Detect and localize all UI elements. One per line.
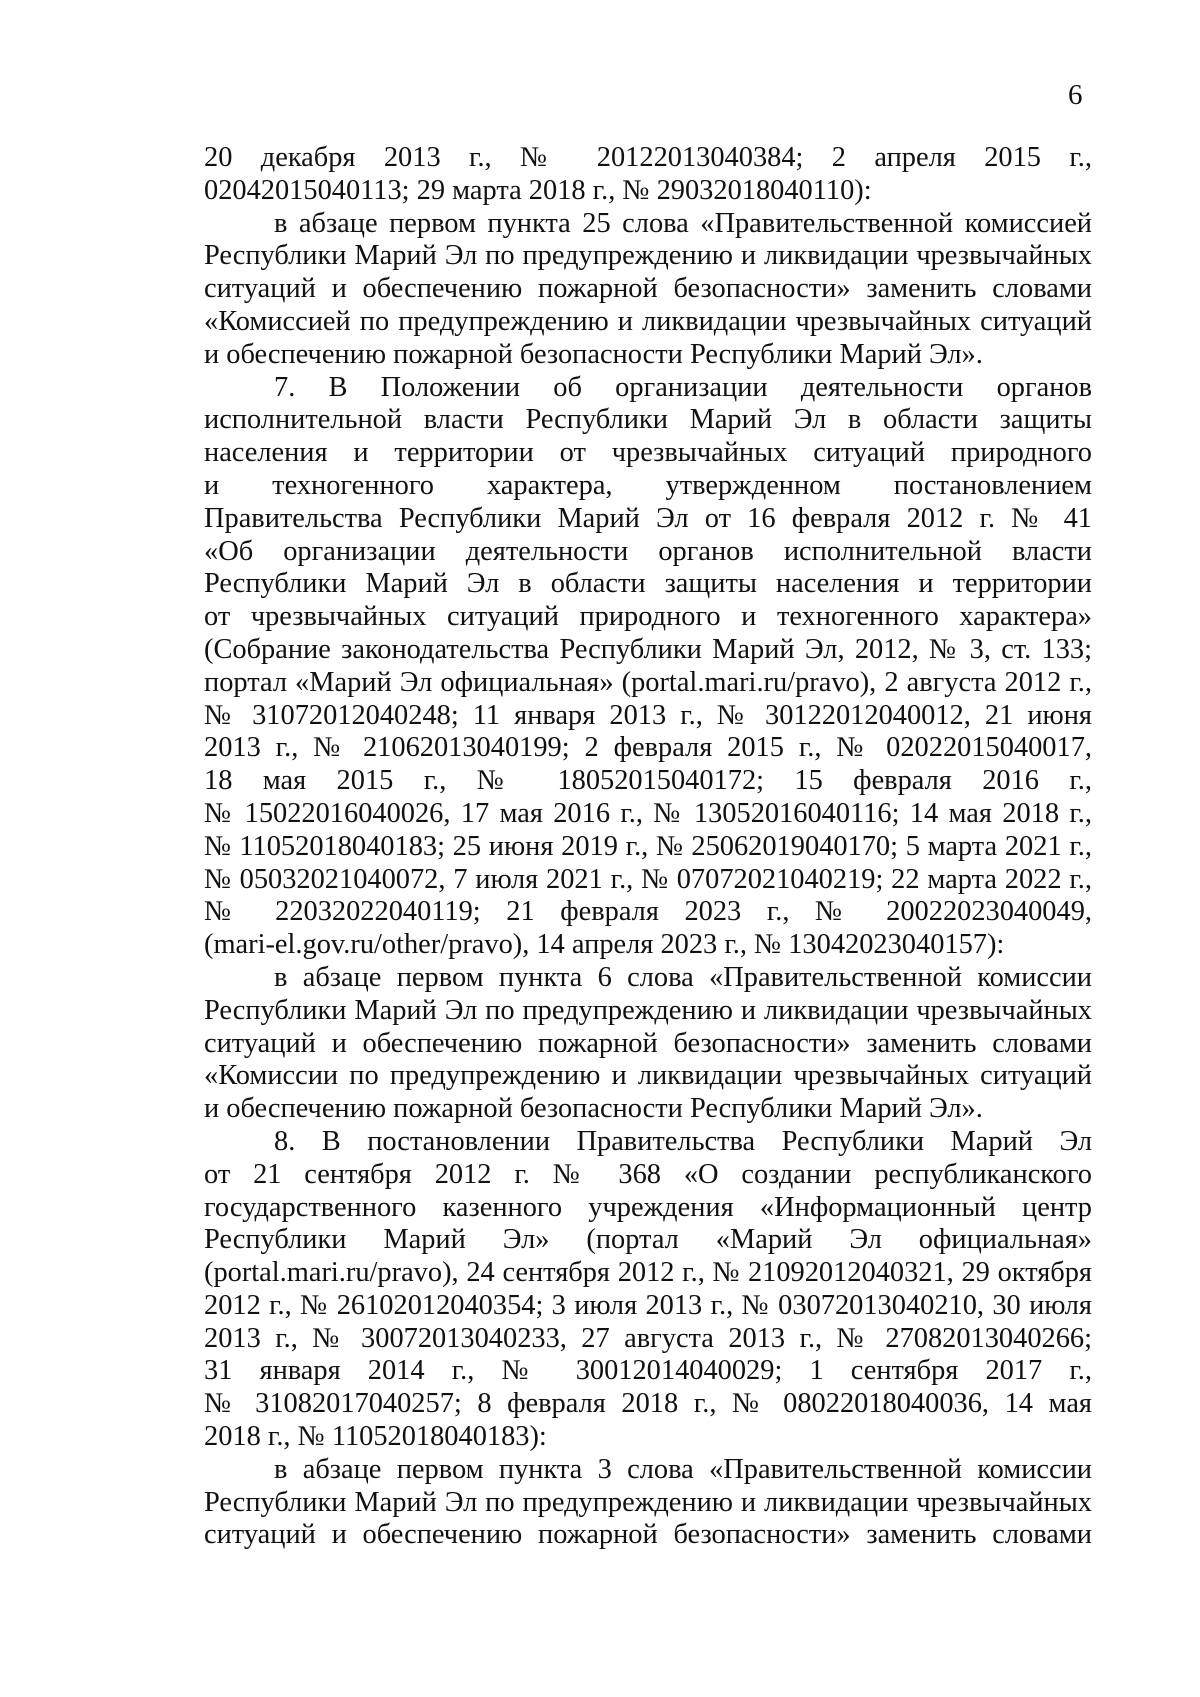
text-line: «Комиссией по предупреждению и ликвидации чрезвычайных ситуаций bbox=[204, 305, 1092, 337]
text-line: 2012 г., № 26102012040354; 3 июля 2013 г., № 03072013040210, 30 июля bbox=[204, 1289, 1092, 1321]
text-line: 02042015040113; 29 марта 2018 г., № 29032018040110): bbox=[204, 174, 872, 206]
text-line: № 15022016040026, 17 мая 2016 г., № 13052016040116; 14 мая 2018 г., bbox=[204, 797, 1092, 829]
text-line: исполнительной власти Республики Марий Эл в области защиты bbox=[204, 404, 1092, 436]
text-line: 2013 г., № 21062013040199; 2 февраля 2015 г., № 02022015040017, bbox=[204, 732, 1092, 764]
text-line: населения и территории от чрезвычайных ситуаций природного bbox=[204, 437, 1092, 469]
text-line: ситуаций и обеспечению пожарной безопасности» заменить словами bbox=[204, 1519, 1092, 1551]
text-line: (mari-el.gov.ru/other/pravo), 14 апреля 2023 г., № 13042023040157): bbox=[204, 929, 1005, 961]
text-line: 7. В Положении об организации деятельности органов bbox=[274, 371, 1092, 403]
text-line: в абзаце первом пункта 3 слова «Правительственной комиссии bbox=[274, 1453, 1092, 1485]
text-line: 2018 г., № 11052018040183): bbox=[204, 1421, 547, 1453]
text-line: 8. В постановлении Правительства Республики Марий Эл bbox=[274, 1125, 1092, 1157]
text-line: № 05032021040072, 7 июля 2021 г., № 07072021040219; 22 марта 2022 г., bbox=[204, 863, 1092, 895]
text-line: Правительства Республики Марий Эл от 16 февраля 2012 г. № 41 bbox=[204, 502, 1092, 534]
text-line: государственного казенного учреждения «Информационный центр bbox=[204, 1191, 1092, 1223]
text-line: 18 мая 2015 г., № 18052015040172; 15 февраля 2016 г., bbox=[204, 765, 1092, 797]
text-line: Республики Марий Эл по предупреждению и ликвидации чрезвычайных bbox=[204, 240, 1092, 272]
text-line: и обеспечению пожарной безопасности Республики Марий Эл». bbox=[204, 1093, 983, 1125]
text-line: Республики Марий Эл в области защиты населения и территории bbox=[204, 568, 1092, 600]
text-line: «Комиссии по предупреждению и ликвидации чрезвычайных ситуаций bbox=[204, 1060, 1092, 1092]
text-line: портал «Марий Эл официальная» (portal.mari.ru/pravo), 2 августа 2012 г., bbox=[204, 666, 1092, 698]
text-line: (portal.mari.ru/pravo), 24 сентября 2012 г., № 21092012040321, 29 октября bbox=[204, 1257, 1092, 1289]
text-line: № 11052018040183; 25 июня 2019 г., № 25062019040170; 5 марта 2021 г., bbox=[204, 830, 1092, 862]
text-line: 20 декабря 2013 г., № 20122013040384; 2 апреля 2015 г., bbox=[204, 142, 1092, 173]
text-line: ситуаций и обеспечению пожарной безопасности» заменить словами bbox=[204, 273, 1092, 305]
text-line: № 22032022040119; 21 февраля 2023 г., № 20022023040049, bbox=[204, 896, 1092, 928]
text-line: Республики Марий Эл по предупреждению и ликвидации чрезвычайных bbox=[204, 1486, 1092, 1518]
text-line: № 31072012040248; 11 января 2013 г., № 30122012040012, 21 июня bbox=[204, 699, 1092, 731]
text-line: и обеспечению пожарной безопасности Республики Марий Эл». bbox=[204, 338, 983, 370]
text-line: № 31082017040257; 8 февраля 2018 г., № 08022018040036, 14 мая bbox=[204, 1388, 1092, 1420]
text-line: в абзаце первом пункта 25 слова «Правительственной комиссией bbox=[274, 207, 1092, 239]
document-body bbox=[204, 142, 1092, 1552]
text-line: от 21 сентября 2012 г. № 368 «О создании республиканского bbox=[204, 1158, 1092, 1190]
text-line: 2013 г., № 30072013040233, 27 августа 2013 г., № 27082013040266; bbox=[204, 1322, 1092, 1354]
text-line: Республики Марий Эл по предупреждению и ликвидации чрезвычайных bbox=[204, 994, 1092, 1026]
text-line: в абзаце первом пункта 6 слова «Правительственной комиссии bbox=[274, 961, 1092, 993]
text-line: «Об организации деятельности органов исполнительной власти bbox=[204, 535, 1092, 567]
text-line: (Собрание законодательства Республики Марий Эл, 2012, № 3, ст. 133; bbox=[204, 633, 1092, 665]
text-line: ситуаций и обеспечению пожарной безопасности» заменить словами bbox=[204, 1027, 1092, 1059]
text-line: от чрезвычайных ситуаций природного и техногенного характера» bbox=[204, 601, 1092, 633]
text-line: Республики Марий Эл» (портал «Марий Эл официальная» bbox=[204, 1224, 1092, 1256]
text-line: 31 января 2014 г., № 30012014040029; 1 сентября 2017 г., bbox=[204, 1355, 1092, 1387]
page-number: 6 bbox=[1068, 79, 1083, 111]
text-line: и техногенного характера, утвержденном постановлением bbox=[204, 469, 1092, 501]
